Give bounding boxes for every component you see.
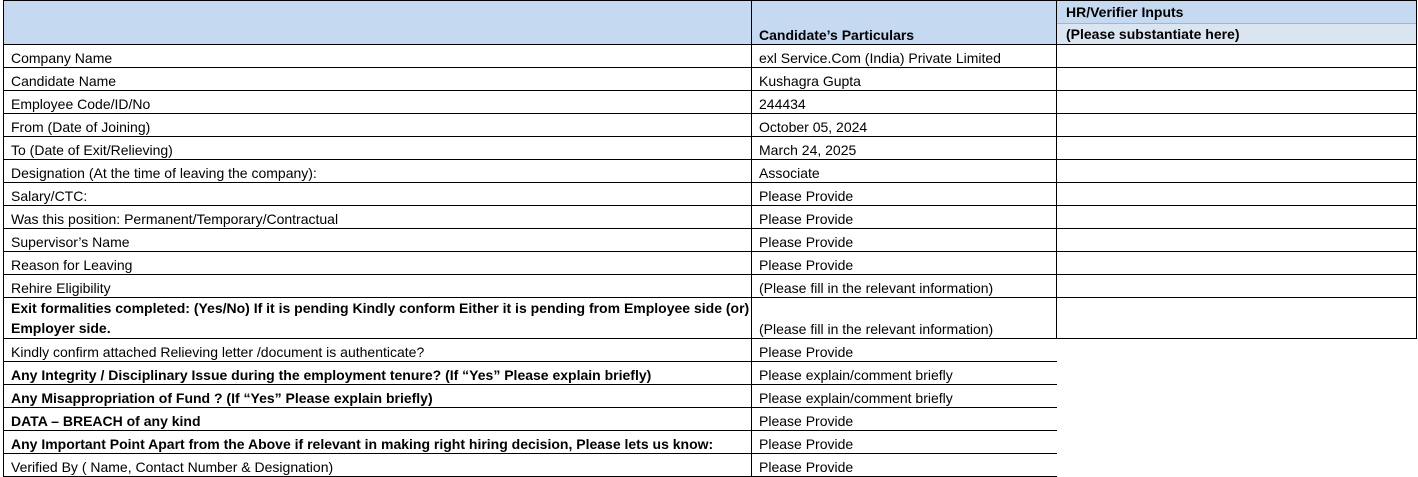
row-hr-input[interactable] bbox=[1057, 45, 1417, 68]
row-value[interactable]: (Please fill in the relevant information) bbox=[752, 275, 1057, 298]
row-hr-input[interactable] bbox=[1057, 252, 1417, 275]
row-hr-input[interactable] bbox=[1057, 362, 1417, 385]
verification-table bbox=[3, 0, 1417, 477]
row-label: From (Date of Joining) bbox=[4, 114, 752, 137]
row-value[interactable]: Kushagra Gupta bbox=[752, 68, 1057, 91]
row-value[interactable]: 244434 bbox=[752, 91, 1057, 114]
header-hr-verifier-inputs bbox=[1057, 1, 1417, 45]
row-label: Kindly confirm attached Relieving letter /document is authenticate? bbox=[4, 339, 752, 362]
header-row bbox=[4, 1, 1417, 45]
row-hr-input[interactable] bbox=[1057, 183, 1417, 206]
row-value[interactable]: Please explain/comment briefly bbox=[752, 362, 1057, 385]
table-row bbox=[4, 385, 1417, 408]
row-label: Reason for Leaving bbox=[4, 252, 752, 275]
row-value[interactable]: Please Provide bbox=[752, 252, 1057, 275]
row-hr-input[interactable] bbox=[1057, 68, 1417, 91]
row-value[interactable]: Please Provide bbox=[752, 229, 1057, 252]
row-hr-input[interactable] bbox=[1057, 339, 1417, 362]
header-hr-subtitle: (Please substantiate here) bbox=[1057, 24, 1416, 44]
row-label: Was this position: Permanent/Temporary/Contractual bbox=[4, 206, 752, 229]
row-value[interactable]: Please Provide bbox=[752, 339, 1057, 362]
row-value[interactable]: Associate bbox=[752, 160, 1057, 183]
row-hr-input[interactable] bbox=[1057, 206, 1417, 229]
table-row bbox=[4, 183, 1417, 206]
table-row bbox=[4, 454, 1417, 477]
row-value[interactable]: Please Provide bbox=[752, 206, 1057, 229]
row-hr-input[interactable] bbox=[1057, 298, 1417, 339]
row-value[interactable]: October 05, 2024 bbox=[752, 114, 1057, 137]
table-row bbox=[4, 252, 1417, 275]
table-row bbox=[4, 45, 1417, 68]
row-hr-input[interactable] bbox=[1057, 229, 1417, 252]
header-cell-label bbox=[4, 1, 752, 45]
row-label: Employee Code/ID/No bbox=[4, 91, 752, 114]
row-value[interactable]: Please Provide bbox=[752, 183, 1057, 206]
row-label: Verified By ( Name, Contact Number & Designation) bbox=[4, 454, 752, 477]
table-row bbox=[4, 275, 1417, 298]
row-value[interactable]: Please Provide bbox=[752, 454, 1057, 477]
row-hr-input[interactable] bbox=[1057, 275, 1417, 298]
row-hr-input[interactable] bbox=[1057, 160, 1417, 183]
row-label: Rehire Eligibility bbox=[4, 275, 752, 298]
table-row bbox=[4, 91, 1417, 114]
table-row bbox=[4, 339, 1417, 362]
table-row bbox=[4, 137, 1417, 160]
row-hr-input[interactable] bbox=[1057, 137, 1417, 160]
table-row bbox=[4, 229, 1417, 252]
row-value[interactable]: (Please fill in the relevant information) bbox=[752, 298, 1057, 339]
row-value[interactable]: Please Provide bbox=[752, 408, 1057, 431]
table-row bbox=[4, 298, 1417, 339]
table-row bbox=[4, 206, 1417, 229]
header-hr-title: HR/Verifier Inputs bbox=[1057, 1, 1416, 24]
row-label: Any Integrity / Disciplinary Issue during the employment tenure? (If “Yes” Please explain briefly) bbox=[4, 362, 752, 385]
row-label: Designation (At the time of leaving the company): bbox=[4, 160, 752, 183]
row-hr-input[interactable] bbox=[1057, 408, 1417, 431]
header-candidate-particulars: Candidate’s Particulars bbox=[752, 1, 1057, 45]
row-label: Exit formalities completed: (Yes/No) If it is pending Kindly conform Either it is pending from Employee side (or) Employer side. bbox=[4, 298, 752, 339]
row-value[interactable]: Please Provide bbox=[752, 431, 1057, 454]
table-row bbox=[4, 160, 1417, 183]
row-hr-input[interactable] bbox=[1057, 454, 1417, 477]
row-value[interactable]: exl Service.Com (India) Private Limited bbox=[752, 45, 1057, 68]
row-label: Any Important Point Apart from the Above if relevant in making right hiring decision, Please lets us know: bbox=[4, 431, 752, 454]
table-row bbox=[4, 68, 1417, 91]
row-hr-input[interactable] bbox=[1057, 114, 1417, 137]
table-row bbox=[4, 431, 1417, 454]
row-label: Any Misappropriation of Fund ? (If “Yes” Please explain briefly) bbox=[4, 385, 752, 408]
row-label: To (Date of Exit/Relieving) bbox=[4, 137, 752, 160]
row-label: Company Name bbox=[4, 45, 752, 68]
row-value[interactable]: March 24, 2025 bbox=[752, 137, 1057, 160]
row-label: DATA – BREACH of any kind bbox=[4, 408, 752, 431]
row-label: Salary/CTC: bbox=[4, 183, 752, 206]
row-label: Supervisor’s Name bbox=[4, 229, 752, 252]
row-hr-input[interactable] bbox=[1057, 431, 1417, 454]
table-row bbox=[4, 114, 1417, 137]
table-row bbox=[4, 408, 1417, 431]
row-hr-input[interactable] bbox=[1057, 385, 1417, 408]
row-value[interactable]: Please explain/comment briefly bbox=[752, 385, 1057, 408]
row-hr-input[interactable] bbox=[1057, 91, 1417, 114]
table-row bbox=[4, 362, 1417, 385]
row-label: Candidate Name bbox=[4, 68, 752, 91]
